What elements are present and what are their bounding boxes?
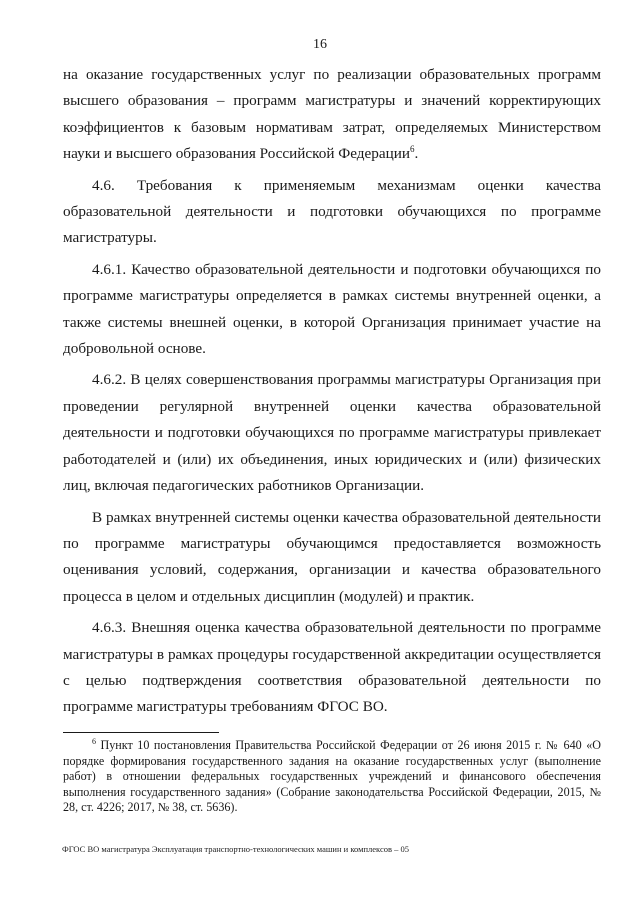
- page-number: 16: [313, 37, 327, 52]
- paragraph-1-end: .: [414, 145, 419, 163]
- body-text: [63, 62, 601, 726]
- footnote-reference: 6: [410, 144, 415, 155]
- footnote-text: Пункт 10 постановления Правительства Российской Федерации от 26 июня 2015 г. № 640 «О порядке формирования государственного задания на оказание государственных услуг (выполнение работ) в отношении федеральных государственных учреждений и финансового обеспечения выполнения государственного задания» (Собрание законодательства Российской Федерации, 2015, № 28, ст. 4226; 2017, № 38, ст. 5636).: [63, 738, 602, 815]
- paragraph-1-text: на оказание государственных услуг по реализации образовательных программ высшего образования – программ магистратуры и значений корректирующих коэффициентов к базовым нормативам затрат, определяемых Министерством науки и высшего образования Российской Федерации: [63, 66, 601, 163]
- page-footer: ФГОС ВО магистратура Эксплуатация транспортно-технологических машин и комплексов – 05: [62, 844, 410, 854]
- footnote: [63, 738, 601, 816]
- section-4-6-2: 4.6.2. В целях совершенствования программы магистратуры Организация при проведении регулярной внутренней оценки качества образовательной деятельности и подготовки обучающихся по программе магистратуры привлекает работодателей и (или) их объединения, иных юридических и (или) физических лиц, включая педагогических работников Организации.: [63, 371, 601, 495]
- section-4-6-1: 4.6.1. Качество образовательной деятельности и подготовки обучающихся по программе магистратуры определяется в рамках системы внутренней оценки, а также системы внешней оценки, в которой Организация принимает участие на добровольной основе.: [63, 260, 601, 358]
- section-4-6-3: 4.6.3. Внешняя оценка качества образовательной деятельности по программе магистратуры в рамках процедуры государственной аккредитации осуществляется с целью подтверждения соответствия образовательной деятельности по программе магистратуры требованиям ФГОС ВО.: [63, 619, 601, 716]
- section-4-6-heading: 4.6. Требования к применяемым механизмам оценки качества образовательной деятельности и подготовки обучающихся по программе магистратуры.: [63, 176, 601, 247]
- footnote-divider: [63, 732, 219, 733]
- internal-assessment-paragraph: В рамках внутренней системы оценки качества образовательной деятельности по программе магистратуры обучающимся предоставляется возможность оценивания условий, содержания, организации и качества образовательного процесса в целом и отдельных дисциплин (модулей) и практик.: [63, 508, 601, 605]
- paragraph-1: [63, 62, 601, 168]
- footnote-number: 6: [92, 736, 96, 746]
